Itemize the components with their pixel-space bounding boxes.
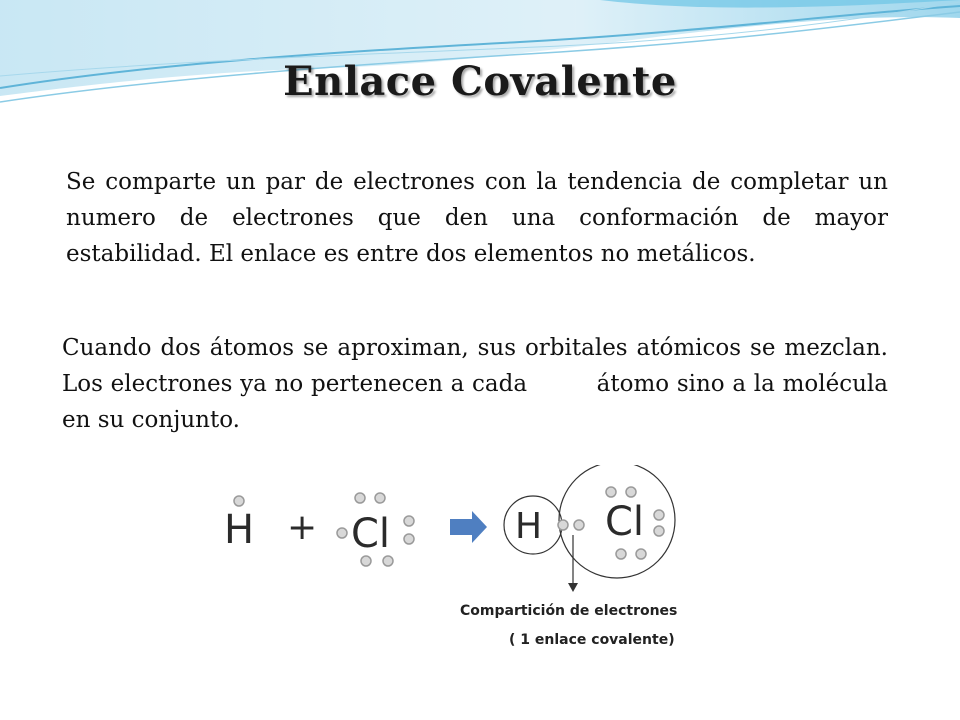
h-electron	[234, 496, 244, 506]
reaction-arrow-icon	[450, 511, 487, 543]
reactant-h-symbol: H	[224, 507, 255, 553]
product-cl-symbol: Cl	[605, 499, 645, 545]
paragraph-orbital-mixing: Cuando dos átomos se aproximan, sus orbitales atómicos se mezclan. Los electrones ya no pertenecen a cada átomo sino a la molécula en su conjunto.	[62, 335, 888, 433]
caption-line-1: Compartición de electrones	[460, 603, 678, 619]
reactant-cl-symbol: Cl	[351, 511, 391, 557]
pointer-arrow-head	[568, 583, 578, 592]
plus-sign: +	[287, 507, 318, 548]
covalent-bond-diagram	[217, 465, 747, 655]
product-h-symbol: H	[515, 506, 543, 547]
caption-line-2: ( 1 enlace covalente)	[509, 632, 675, 648]
slide-title: Enlace Covalente	[283, 58, 677, 105]
paragraph-covalent-definition: Se comparte un par de electrones con la tendencia de completar un numero de electrones que den una conformación de mayor estabilidad. El enlace es entre dos elementos no metálicos.	[66, 169, 888, 267]
